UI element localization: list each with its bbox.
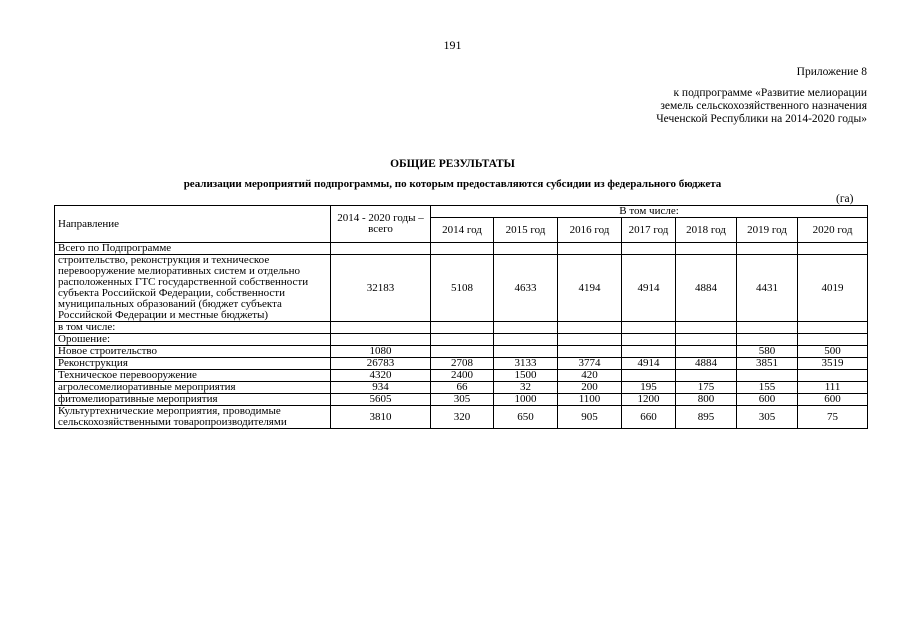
row-value: 4884 (676, 358, 737, 370)
table-row (55, 322, 868, 334)
row-value (798, 243, 868, 255)
row-value (431, 334, 494, 346)
row-value (798, 370, 868, 382)
row-value: 66 (431, 382, 494, 394)
row-label: Техническое перевооружение (55, 370, 331, 382)
row-label: в том числе: (55, 322, 331, 334)
row-value: 1100 (558, 394, 622, 406)
row-label: Реконструкция (55, 358, 331, 370)
row-value (622, 243, 676, 255)
row-value (676, 243, 737, 255)
row-value: 3519 (798, 358, 868, 370)
row-value (558, 334, 622, 346)
row-value: 4884 (676, 255, 737, 322)
appendix-block (656, 66, 867, 126)
table-row (55, 382, 868, 394)
table-row (55, 346, 868, 358)
row-value: 934 (331, 382, 431, 394)
row-value: 1080 (331, 346, 431, 358)
row-value (676, 370, 737, 382)
row-value (622, 334, 676, 346)
row-value (331, 322, 431, 334)
header-total: 2014 - 2020 годы – всего (331, 206, 431, 243)
row-value (737, 243, 798, 255)
table-row (55, 394, 868, 406)
row-value (798, 322, 868, 334)
row-value (494, 243, 558, 255)
row-value: 32 (494, 382, 558, 394)
row-value: 1000 (494, 394, 558, 406)
row-value: 3133 (494, 358, 558, 370)
table-row (55, 358, 868, 370)
row-value: 650 (494, 406, 558, 429)
table-row (55, 243, 868, 255)
row-value: 580 (737, 346, 798, 358)
row-value: 905 (558, 406, 622, 429)
row-value (331, 243, 431, 255)
row-value (431, 322, 494, 334)
header-including: В том числе: (431, 206, 868, 218)
row-value: 600 (737, 394, 798, 406)
row-value: 4431 (737, 255, 798, 322)
row-value: 2708 (431, 358, 494, 370)
header-year: 2017 год (622, 218, 676, 243)
unit-label: (га) (836, 193, 854, 205)
row-value (737, 370, 798, 382)
row-value: 420 (558, 370, 622, 382)
row-label: Новое строительство (55, 346, 331, 358)
row-value (331, 334, 431, 346)
header-year: 2015 год (494, 218, 558, 243)
row-value (431, 346, 494, 358)
row-value (622, 322, 676, 334)
results-table (54, 205, 868, 429)
row-value (494, 322, 558, 334)
row-value (622, 346, 676, 358)
table-row (55, 334, 868, 346)
row-value (494, 346, 558, 358)
header-year: 2019 год (737, 218, 798, 243)
header-year: 2020 год (798, 218, 868, 243)
row-value: 800 (676, 394, 737, 406)
header-year: 2018 год (676, 218, 737, 243)
row-value: 895 (676, 406, 737, 429)
row-value: 600 (798, 394, 868, 406)
row-value: 155 (737, 382, 798, 394)
appendix-line: земель сельскохозяйственного назначения (660, 100, 867, 112)
row-value: 320 (431, 406, 494, 429)
row-value (431, 243, 494, 255)
row-label: Орошение: (55, 334, 331, 346)
row-value: 4320 (331, 370, 431, 382)
table-row (55, 406, 868, 429)
appendix-line: Чеченской Республики на 2014-2020 годы» (656, 113, 867, 125)
row-value: 1500 (494, 370, 558, 382)
row-value (676, 346, 737, 358)
row-value: 4914 (622, 358, 676, 370)
appendix-line: к подпрограмме «Развитие мелиорации (673, 87, 867, 99)
row-value (676, 322, 737, 334)
row-value (798, 334, 868, 346)
table-row (55, 255, 868, 322)
document-title: ОБЩИЕ РЕЗУЛЬТАТЫ (390, 158, 515, 170)
row-value: 75 (798, 406, 868, 429)
row-value: 4633 (494, 255, 558, 322)
table-row (55, 370, 868, 382)
row-value: 32183 (331, 255, 431, 322)
row-label: фитомелиоративные мероприятия (55, 394, 331, 406)
row-value: 1200 (622, 394, 676, 406)
row-value: 305 (431, 394, 494, 406)
row-value: 195 (622, 382, 676, 394)
row-label: строительство, реконструкция и техническое перевооружение мелиоративных систем и отдельно расположенных ГТС государственной собственности субъекта Российской Федерации, собственности муниципальных образований (бюджет субъекта Российской Федерации и местные бюджеты) (55, 255, 331, 322)
row-label: Культуртехнические мероприятия, проводимые сельскохозяйственными товаропроизводителями (55, 406, 331, 429)
row-value (737, 322, 798, 334)
row-value: 200 (558, 382, 622, 394)
row-value: 111 (798, 382, 868, 394)
row-value (676, 334, 737, 346)
row-value (494, 334, 558, 346)
row-value: 660 (622, 406, 676, 429)
row-value: 4194 (558, 255, 622, 322)
page-number: 191 (443, 38, 462, 52)
row-value: 5108 (431, 255, 494, 322)
row-value (558, 322, 622, 334)
row-value (737, 334, 798, 346)
row-value: 3810 (331, 406, 431, 429)
row-value: 305 (737, 406, 798, 429)
row-value: 500 (798, 346, 868, 358)
row-value (558, 346, 622, 358)
row-value (558, 243, 622, 255)
row-value: 5605 (331, 394, 431, 406)
row-value: 26783 (331, 358, 431, 370)
row-value: 4914 (622, 255, 676, 322)
row-label: Всего по Подпрограмме (55, 243, 331, 255)
row-value: 3774 (558, 358, 622, 370)
row-value: 3851 (737, 358, 798, 370)
row-value: 2400 (431, 370, 494, 382)
row-value (622, 370, 676, 382)
document-subtitle: реализации мероприятий подпрограммы, по которым предоставляются субсидии из федерального бюджета (183, 178, 722, 190)
row-label: агролесомелиоративные мероприятия (55, 382, 331, 394)
header-year: 2016 год (558, 218, 622, 243)
header-direction: Направление (55, 206, 331, 243)
row-value: 175 (676, 382, 737, 394)
header-year: 2014 год (431, 218, 494, 243)
row-value: 4019 (798, 255, 868, 322)
appendix-label: Приложение 8 (796, 66, 867, 78)
